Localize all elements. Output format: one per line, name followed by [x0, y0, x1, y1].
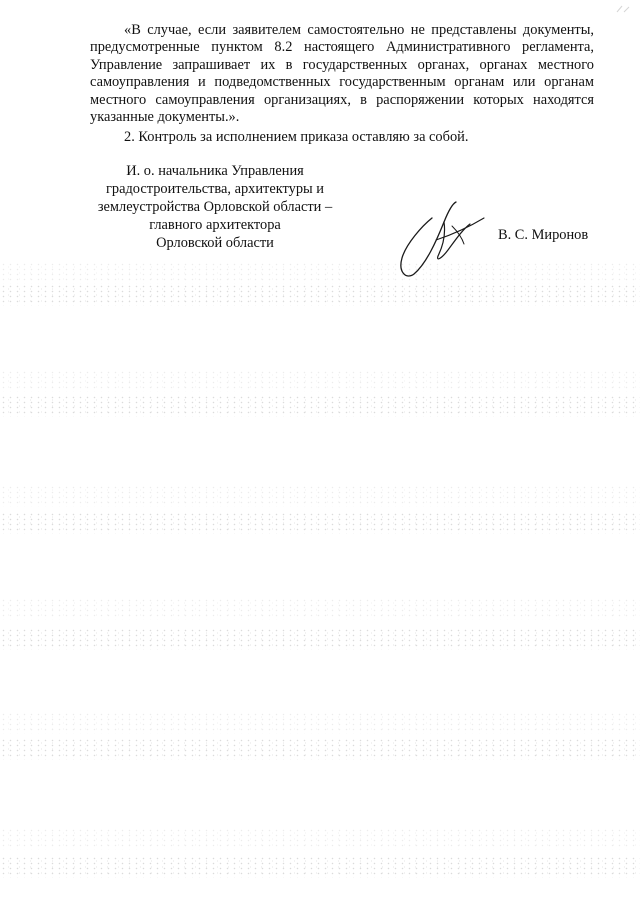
signer-name: В. С. Миронов: [498, 227, 589, 243]
scan-noise: [0, 828, 640, 850]
scan-noise: [0, 395, 640, 417]
scan-noise: [0, 284, 640, 306]
scan-noise: [0, 856, 640, 878]
scan-noise: [0, 512, 640, 534]
signatory-title: [84, 162, 346, 252]
scan-noise: [0, 485, 640, 507]
signatory-title-line: градостроительства, архитектуры и: [105, 181, 324, 197]
signatory-title-line: И. о. начальника Управления: [126, 163, 304, 179]
scan-noise: [0, 598, 640, 620]
scan-noise: [0, 712, 640, 734]
signatory-title-line: Орловской области: [156, 235, 274, 251]
scan-noise: [0, 628, 640, 650]
document-body: [90, 22, 594, 147]
signatory-title-line: землеустройства Орловской области –: [97, 199, 333, 215]
scan-mark-icon: [616, 4, 632, 14]
control-paragraph: 2. Контроль за исполнением приказа оставляю за собой.: [124, 129, 469, 146]
handwritten-signature: [392, 196, 492, 286]
signatory-title-line: главного архитектора: [149, 217, 281, 233]
scan-noise: [0, 262, 640, 284]
scan-noise: [0, 738, 640, 760]
scan-noise: [0, 370, 640, 392]
quoted-paragraph: «В случае, если заявителем самостоятельно не представлены документы, предусмотренные пунктом 8.2 настоящего Административного регламента, Управление запрашивает их в государственных органах, органах местного самоуправления и подведомственных государственным органам или органам местного самоуправления организациях, в распоряжении которых находятся указанные документы.».: [90, 22, 594, 126]
